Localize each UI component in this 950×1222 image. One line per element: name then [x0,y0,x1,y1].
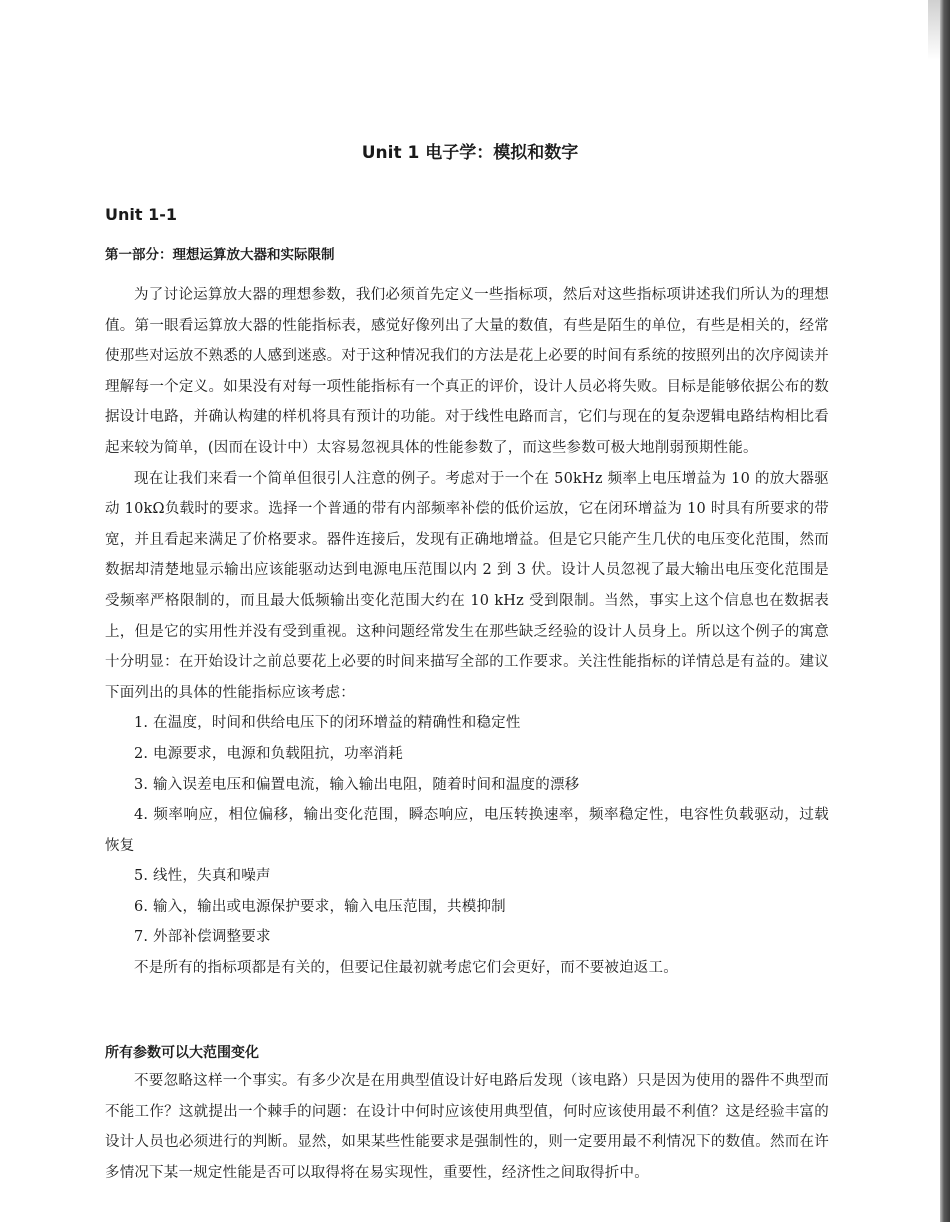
list-item: 6. 输入，输出或电源保护要求，输入电压范围，共模抑制 [134,898,506,915]
closing-paragraph: 不是所有的指标项都是有关的，但要记住最初就考虑它们会更好，而不要被迫返工。 [134,960,678,977]
list-item: 7. 外部补偿调整要求 [134,929,271,946]
spec-list [105,708,829,953]
part-heading: 第一部分：理想运算放大器和实际限制 [105,247,335,263]
paragraph-1: 为了讨论运算放大器的理想参数，我们必须首先定义一些指标项，然后对这些指标项讲述我们所认为的理想值。第一眼看运算放大器的性能指标表，感觉好像列出了大量的数值，有些是陌生的单位，有些是相关的，经常使那些对运放不熟悉的人感到迷惑。对于这种情况我们的方法是花上必要的时间有系统的按照列出的次序阅读并理解每一个定义。如果没有对每一项性能指标有一个真正的评价，设计人员必将失败。目标是能够依据公布的数据设计电路，并确认构建的样机将具有预计的功能。对于线性电路而言，它们与现在的复杂逻辑电路结构相比看起来较为简单，(因而在设计中）太容易忽视具体的性能参数了，而这些参数可极大地削弱预期性能。 [105,287,829,456]
list-item: 4. 频率响应，相位偏移，输出变化范围，瞬态响应，电压转换速率，频率稳定性，电容性负载驱动，过载恢复 [105,807,829,854]
list-item: 5. 线性，失真和噪声 [134,868,271,885]
list-item: 3. 输入误差电压和偏置电流，输入输出电阻，随着时间和温度的漂移 [134,776,580,793]
paragraph-2: 现在让我们来看一个简单但很引人注意的例子。考虑对于一个在 50kHz 频率上电压增益为 10 的放大器驱动 10kΩ负载时的要求。选择一个普通的带有内部频率补偿的低价运放，它在闭环增益为 10 时具有所要求的带宽，并且看起来满足了价格要求。器件连接后，发现有正确地增益。但是它只能产生几伏的电压变化范围，然而数据却清楚地显示输出应该能驱动达到电源电压范围以内 2 到 3 伏。设计人员忽视了最大输出电压变化范围是受频率严格限制的，而且最大低频输出变化范围大约在 10 kHz 受到限制。当然，事实上这个信息也在数据表上，但是它的实用性并没有受到重视。这种问题经常发生在那些缺乏经验的设计人员身上。所以这个例子的寓意十分明显：在开始设计之前总要花上必要的时间来描写全部的工作要求。关注性能指标的详情总是有益的。建议下面列出的具体的性能指标应该考虑： [105,470,829,701]
page-edge-bar [940,0,950,1222]
list-item: 1. 在温度，时间和供给电压下的闭环增益的精确性和稳定性 [134,715,521,732]
body-text-block-2 [105,1066,829,1188]
list-item: 2. 电源要求，电源和负载阻抗，功率消耗 [134,745,403,762]
body-text-block [105,280,829,984]
params-heading: 所有参数可以大范围变化 [105,1045,259,1061]
unit-title: Unit 1 电子学：模拟和数字 [361,143,579,163]
section-heading: Unit 1-1 [105,205,177,224]
paragraph-3: 不要忽略这样一个事实。有多少次是在用典型值设计好电路后发现（该电路）只是因为使用的器件不典型而不能工作？这就提出一个棘手的问题：在设计中何时应该使用典型值，何时应该使用最不利值？这是经验丰富的设计人员也必须进行的判断。显然，如果某些性能要求是强制性的，则一定要用最不利情况下的数值。然而在许多情况下某一规定性能是否可以取得将在易实现性，重要性，经济性之间取得折中。 [105,1073,829,1181]
page-edge-shadow [928,0,940,60]
